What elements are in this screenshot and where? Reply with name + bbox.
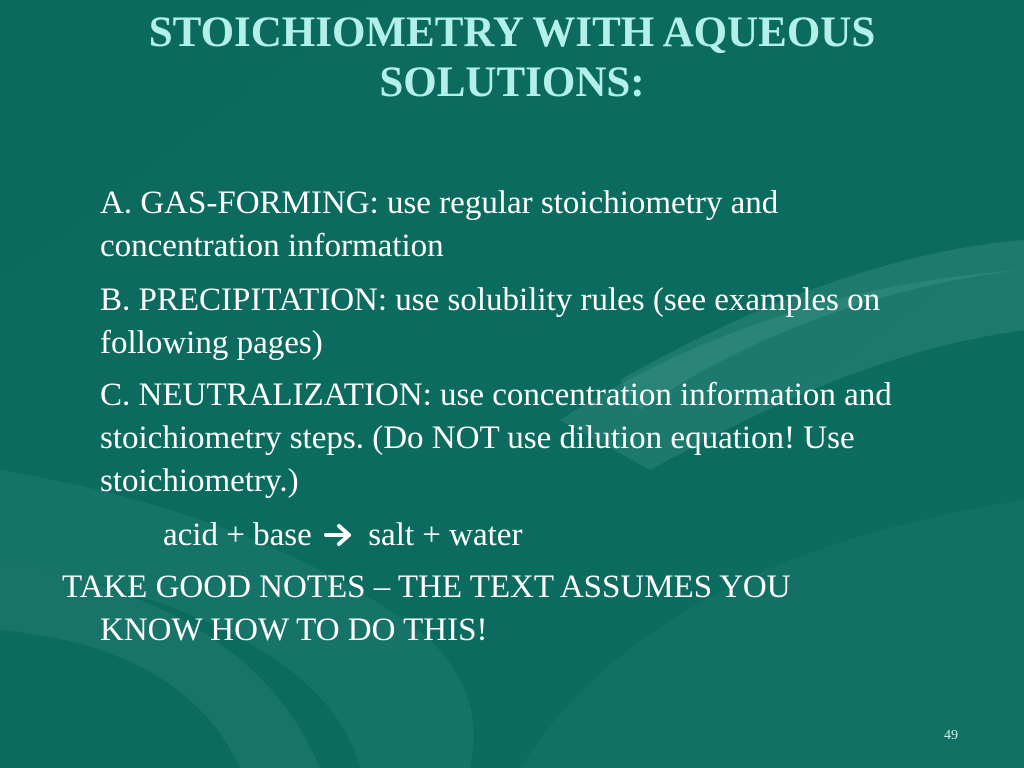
slide-title [20, 8, 1004, 108]
item-precipitation: B. PRECIPITATION: use solubility rules (see examples on following pages) [100, 282, 881, 361]
take-notes-callout [62, 566, 962, 652]
title-line-2: SOLUTIONS: [379, 59, 645, 106]
title-line-1: STOICHIOMETRY WITH AQUEOUS [148, 9, 876, 56]
equation-products: salt + water [368, 517, 523, 553]
equation-reactants: acid + base [163, 517, 312, 553]
item-gas-forming: A. GAS-FORMING: use regular stoichiometry and concentration information [100, 185, 779, 264]
page-number: 49 [944, 728, 958, 743]
neutralization-equation [163, 514, 522, 557]
notes-line-2: KNOW HOW TO DO THIS! [100, 612, 488, 648]
right-arrow-icon [324, 522, 354, 548]
notes-line-1: TAKE GOOD NOTES – THE TEXT ASSUMES YOU [62, 569, 791, 605]
item-neutralization: C. NEUTRALIZATION: use concentration information and stoichiometry steps. (Do NOT use dilution equation! Use stoichiometry.) [100, 377, 892, 499]
